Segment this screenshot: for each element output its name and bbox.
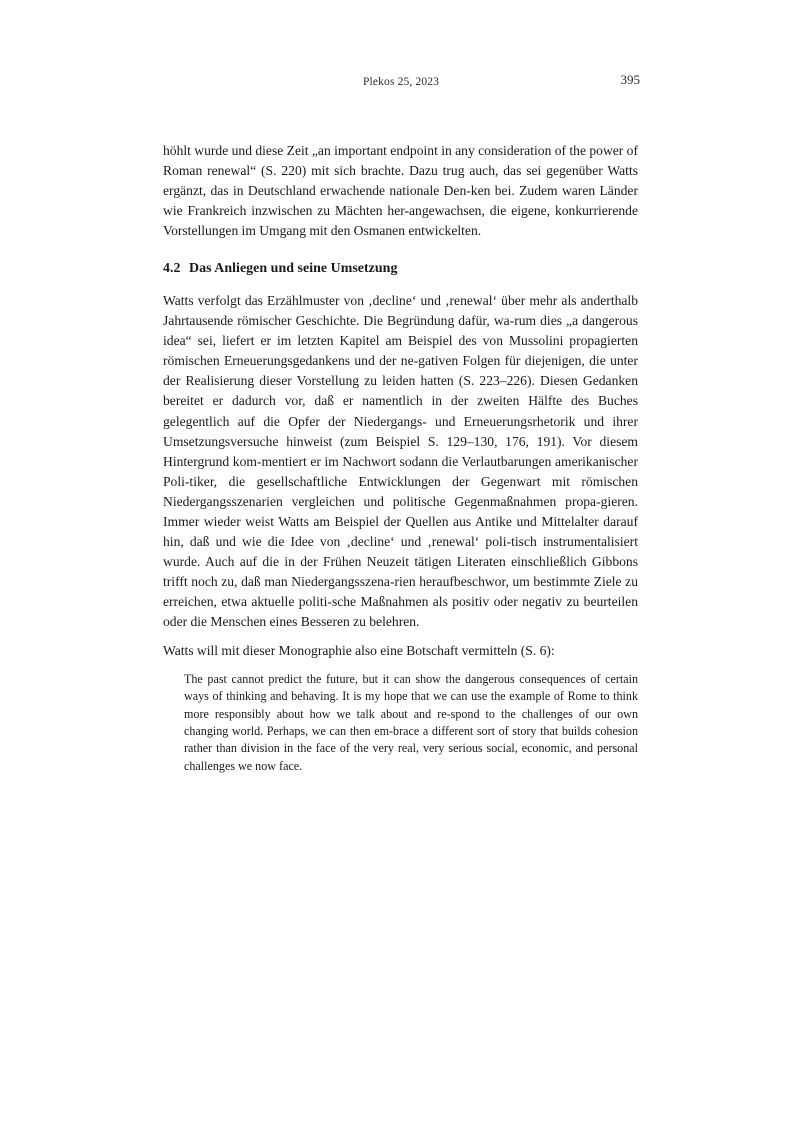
paragraph-continuation: höhlt wurde und diese Zeit „an important endpoint in any consideration of the power of Roman renewal“ (S. 220) mit sich brachte. Dazu trug auch, das sei gegenüber Watts ergänzt, das in Deutschland erwachende nationale Den-​ken bei. Zudem waren Länder wie Frankreich inzwischen zu Mächten her-​angewachsen, die eigene, konkurrierende Vorstellungen im Umgang mit den Osmanen entwickelten. <box>163 143 638 239</box>
running-head-journal: Plekos 25, 2023 <box>363 76 440 88</box>
paragraph-main: Watts verfolgt das Erzählmuster von ‚decline‘ und ‚renewal‘ über mehr als anderthalb Jahrtausende römischer Geschichte. Die Begründung dafür, wa-​rum dies „a dangerous idea“ sei, liefert er im letzten Kapitel am Beispiel des von Mussolini propagierten römischen Erneuerungsgedankens und der ne-​gativen Folgen für diejenigen, die unter der Realisierung dieser Vorstellung zu leiden hatten (S. 223–226). Diesen Gedanken bereitet er dadurch vor, daß er namentlich in der zweiten Hälfte des Buches gelegentlich auf die Opfer der Niedergangs- und Erneuerungsrhetorik und ihrer Umsetzungsversuche hinweist (zum Beispiel S. 129–130, 176, 191). Vor diesem Hintergrund kom-​mentiert er im Nachwort sodann die Verlautbarungen amerikanischer Poli-​tiker, die gesellschaftliche Entwicklungen der Gegenwart mit römischen Niedergangsszenarien vergleichen und politische Gegenmaßnahmen propa-​gieren. Immer wieder weist Watts am Beispiel der Quellen aus Antike und Mittelalter darauf hin, daß und wie die Idee von ‚decline‘ und ‚renewal‘ poli-​tisch instrumentalisiert wurde. Auch auf die in der Frühen Neuzeit tätigen Literaten einschließlich Gibbons trifft noch zu, daß man Niedergangsszena-​rien heraufbeschwor, um bestimmte Ziele zu erreichen, etwa aktuelle politi-​sche Maßnahmen als positiv oder negativ zu beurteilen oder die Menschen eines Besseren zu belehren. <box>163 293 638 629</box>
spacer-between-paragraphs <box>163 632 638 641</box>
paragraph-lead-in: Watts will mit dieser Monographie also eine Botschaft vermitteln (S. 6): <box>163 643 555 659</box>
section-title: Das Anliegen und seine Umsetzung <box>189 261 398 277</box>
section-number: 4.2 <box>163 261 181 277</box>
text-block <box>163 141 638 775</box>
block-quote-text: The past cannot predict the future, but it can show the dangerous consequences of certain ways of thinking and behaving. It is my hope that we can use the example of Rome to think more responsibly about how we talk about and re-​spond to the challenges of our own changing world. Perhaps, we can then em-​brace a different sort of story that builds cohesion rather than division in the face of the very real, very serious social, economic, and personal challenges we now face. <box>184 672 638 773</box>
spacer-before-heading <box>163 241 638 259</box>
block-quote <box>184 671 638 775</box>
spacer-before-quote <box>163 661 638 671</box>
page-number: 395 <box>620 72 640 87</box>
running-header <box>0 72 799 94</box>
spacer-after-heading <box>163 279 638 291</box>
section-heading <box>163 259 638 279</box>
